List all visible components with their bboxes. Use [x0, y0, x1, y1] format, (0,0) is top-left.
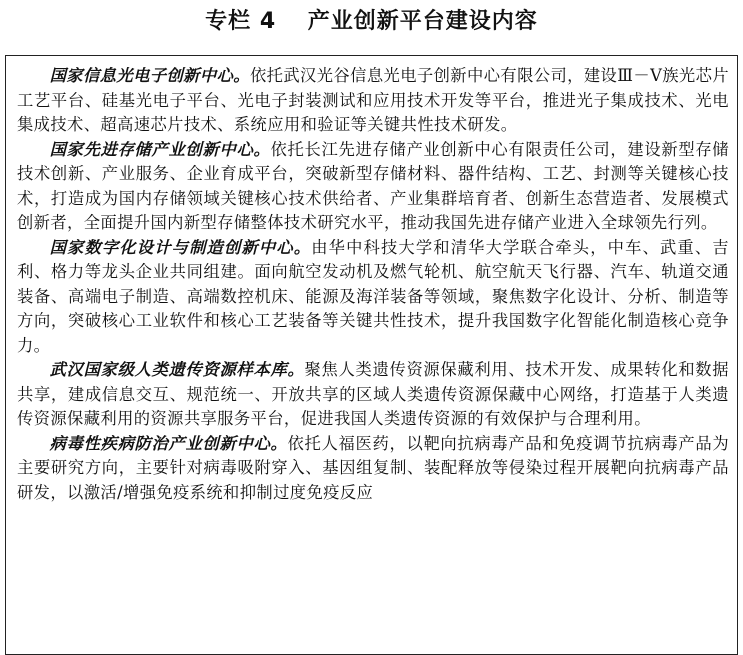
section-body: 依托人福医药，以靶向抗病毒产品和免疫调节抗病毒产品为主要研究方向，主要针对病毒吸附穿入、基因组复制、装配释放等侵染过程开展靶向抗病毒产品研发，以激活/增强免疫系统和抑制过度免疫反应	[17, 433, 729, 502]
section-body: 依托武汉光谷信息光电子创新中心有限公司，建设Ⅲ－Ⅴ族光芯片工艺平台、硅基光电子平台、光电子封装测试和应用技术开发等平台，推进光子集成技术、光电集成技术、超高速芯片技术、系统应用和验证等关键共性技术研发。	[17, 66, 730, 134]
column-content	[17, 64, 729, 505]
section-viral-disease	[17, 432, 729, 506]
section-storage	[17, 138, 729, 236]
column-box	[5, 55, 738, 655]
column-title: 专栏 4 产业创新平台建设内容	[205, 9, 538, 34]
section-heading: 病毒性疾病防治产业创新中心。	[49, 433, 288, 453]
section-body: 由华中科技大学和清华大学联合牵头，中车、武重、吉利、格力等龙头企业共同组建。面向航空发动机及燃气轮机、航空航天飞行器、汽车、轨道交通装备、高端电子制造、高端数控机床、能源及海洋装备等领域，聚焦数字化设计、分析、制造等方向，突破核心工业软件和核心工艺装备等关键共性技术，提升我国数字化智能化制造核心竞争力。	[17, 237, 729, 355]
section-genetic-biobank	[17, 358, 729, 432]
section-body: 依托长江先进存储产业创新中心有限责任公司，建设新型存储技术创新、产业服务、企业育成平台，突破新型存储材料、器件结构、工艺、封测等关键核心技术，打造成为国内存储领域关键核心技术供给者、产业集群培育者、创新生态营造者、发展模式创新者，全面提升国内新型存储整体技术研究水平，推动我国先进存储产业进入全球领先行列。	[17, 139, 729, 232]
section-heading: 武汉国家级人类遗传资源样本库。	[49, 360, 305, 379]
section-heading: 国家先进存储产业创新中心。	[49, 139, 271, 159]
section-digital-manufacturing	[17, 236, 729, 359]
section-optoelectronics	[17, 64, 729, 138]
section-heading: 国家信息光电子创新中心。	[49, 66, 250, 85]
section-heading: 国家数字化设计与制造创新中心。	[49, 237, 312, 257]
section-body: 聚焦人类遗传资源保藏利用、技术开发、成果转化和数据共享，建成信息交互、规范统一、开放共享的区域人类遗传资源保藏中心网络，打造基于人类遗传资源保藏利用的资源共享服务平台，促进我国人类遗传资源的有效保护与合理利用。	[17, 360, 729, 428]
